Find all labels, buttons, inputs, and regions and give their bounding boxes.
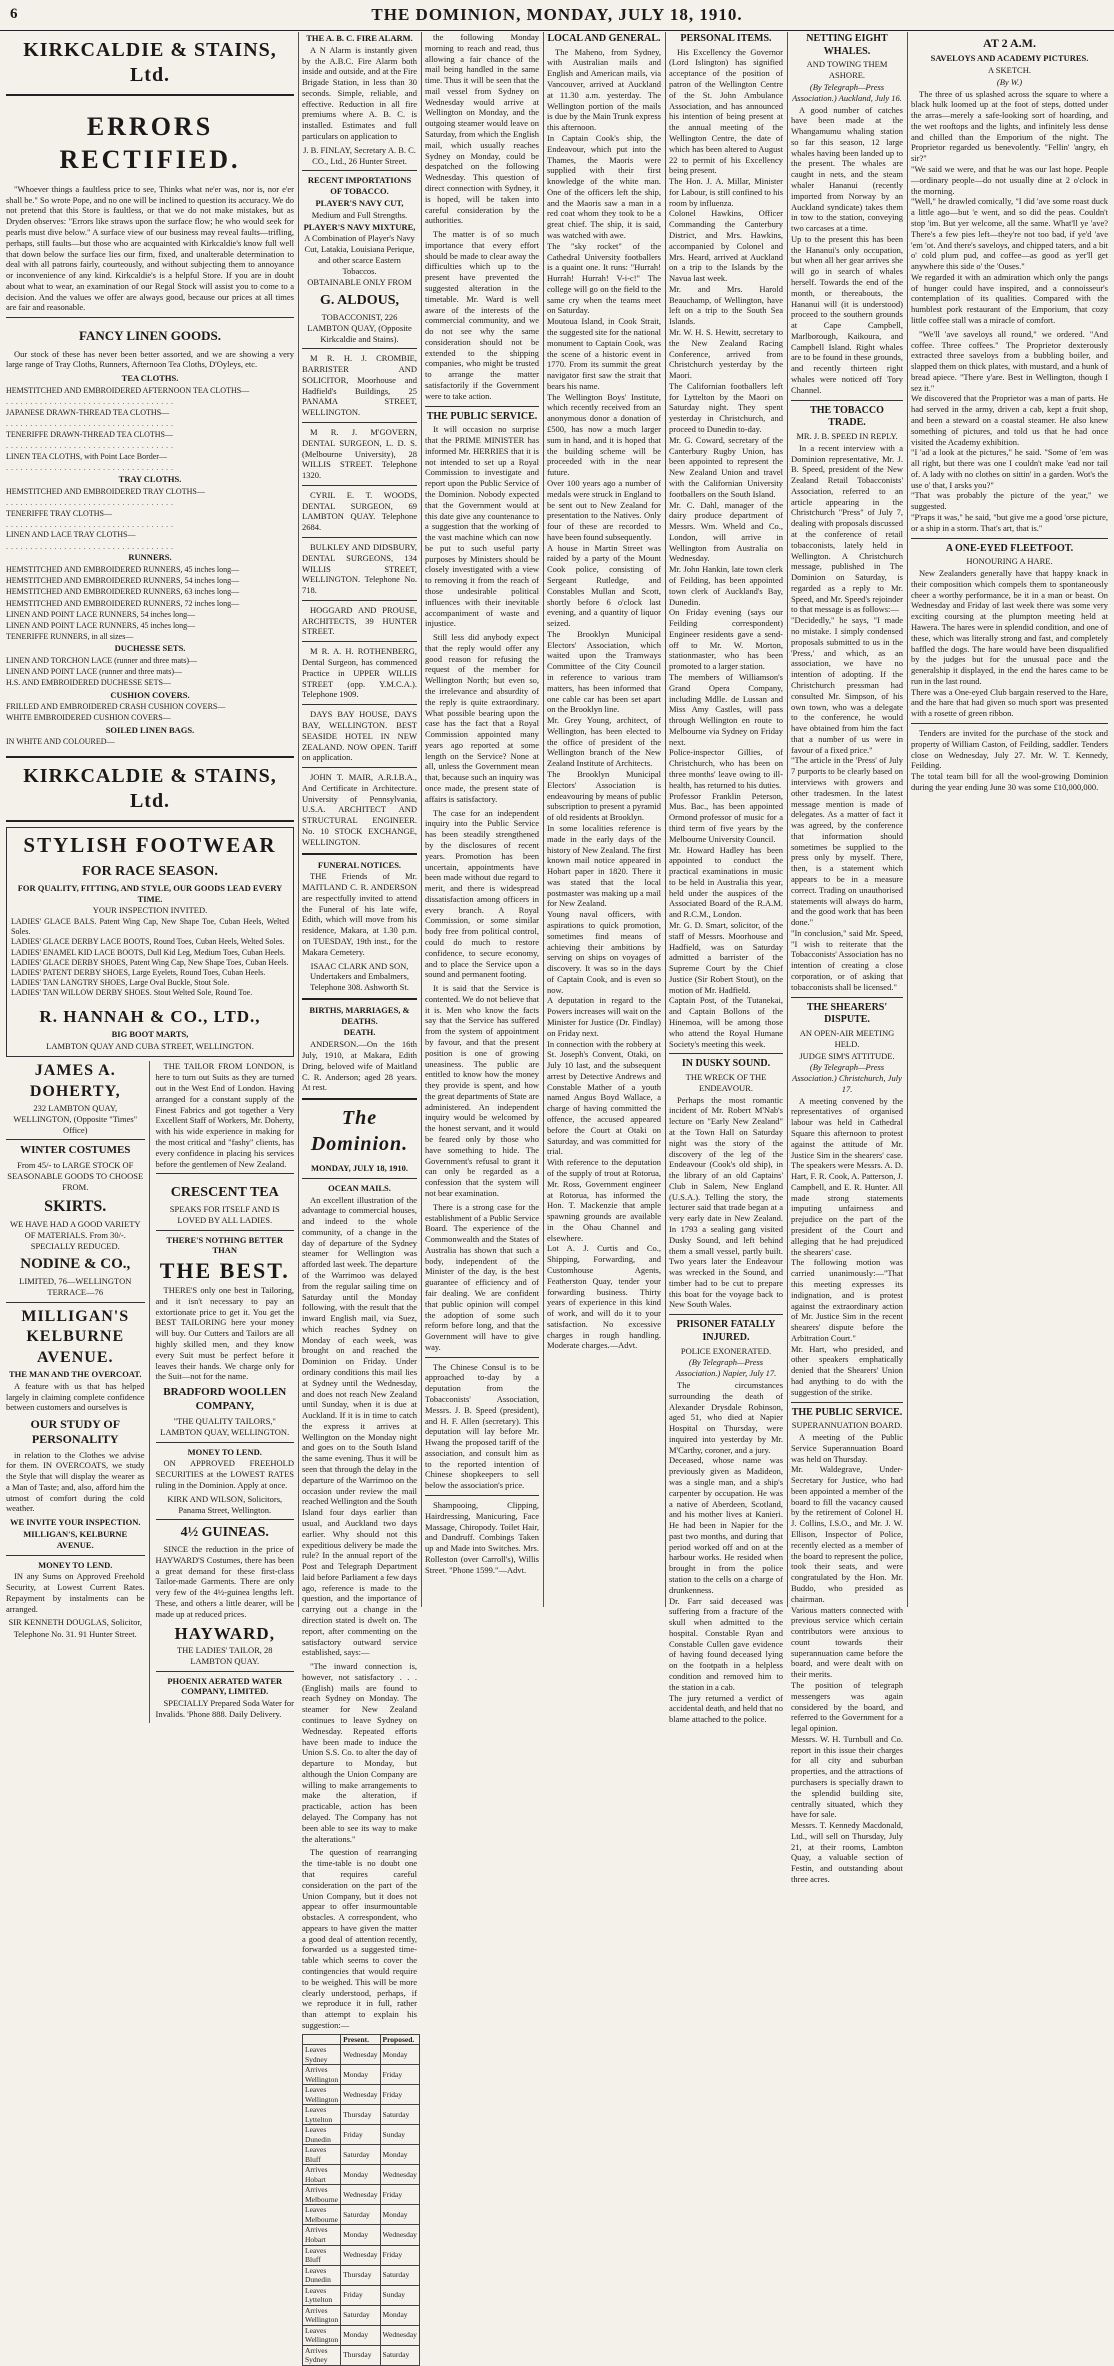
table-row: Leaves Wellington Wednesday Friday: [303, 2085, 420, 2105]
shearers-body: A meeting convened by the representatives of organised labour was held in Cathedral Square this afternoon to protest against the attitude of Mr. Justice Sim in the shearers' case. The speakers were Messrs. A. D. Hart, F. R. Cook, A. Patterson, J. Campbell, and E. R. Hunter. All made strong statements imputing unfairness and prejudice on the part of the president of the Court and alleging that he had prejudiced the shearers' case. The following motion was carried unanimously:—"That this meeting expresses its indignation, and is protest against the extraordinary action of Mr. Justice Sim in the recent shearers' dispute before the Arbitration Court." Mr. Hart, who presided, and other speakers emphatically denied that the Shearers' Union had anything to do with the suggestion of the strike.: [791, 1095, 903, 1397]
runner-line: LINEN AND POINT LACE RUNNERS, 54 inches long—: [6, 609, 196, 619]
small-ads-grid: [6, 1061, 294, 1722]
column-7: [911, 32, 1108, 1607]
local-general-head: LOCAL AND GENERAL.: [547, 33, 661, 44]
aldous-sub: TOBACCONIST, 226 LAMBTON QUAY, (Opposite Kirkcaldie and Stains).: [307, 311, 412, 344]
guineas-body: SINCE the reduction in the price of HAYWARD'S Costumes, there has been a great demand for these first-class Tailor-made Garments. There are only very few of the 4½-guinea lengths left. These, and others a little dearer, will be made up at reduced prices.: [155, 1544, 294, 1619]
doherty-title: JAMES A. DOHERTY,: [29, 1062, 121, 1100]
column-rule: [907, 32, 908, 1607]
personal-items-head: PERSONAL ITEMS.: [680, 33, 772, 44]
mails-continued-2: The matter is of so much importance that every effort should be made to clear away the difficulties which up to the present have prevented the suggested alteration in the timetable. Mr. Ward is well aware of the interests of the commercial community, and we do not see why the same consideration should not be extended to the shipping companies, who might be trusted to arrange the matter satisfactorily if the Government were to take action.: [425, 229, 539, 401]
fleetfoot-head: A ONE-EYED FLEETFOOT.: [945, 542, 1074, 554]
footwear-item: LADIES' TAN WILLOW DERBY SHOES. Stout Welted Sole, Round Toe.: [11, 988, 253, 998]
footwear-advert: [6, 827, 294, 1057]
runner-line: HEMSTITCHED AND EMBROIDERED RUNNERS, 72 inches long—: [6, 598, 240, 608]
funeral-firm: ISAAC CLARK AND SON, Undertakers and Embalmers, Telephone 308. Ashworth St.: [310, 960, 409, 993]
table-row: Leaves Sydney Wednesday Monday: [303, 2045, 420, 2065]
public-service-body: There is a strong case for the establishment of a Public Service Board. The experience of the Commonwealth and the States of Australia has shown that such a body, independent of the Minister of the day, is the best guarantee of efficiency and of fair dealing. We are confident that public opinion will compel the adoption of some such reform before long, and that the Government will have to give way.: [425, 1201, 539, 1352]
phoenix-body: SPECIALLY Prepared Soda Water for Invalids. 'Phone 888. Daily Delivery.: [155, 1698, 294, 1720]
crescent-tea-body: SPEAKS FOR ITSELF AND IS LOVED BY ALL LADIES.: [169, 1204, 280, 1225]
column-rule: [787, 32, 788, 1607]
duchesse-head: DUCHESSE SETS.: [114, 643, 186, 654]
duchesse-line: LINEN AND TORCHON LACE (runner and three mats)—: [6, 656, 198, 666]
dusky-sound-body: Perhaps the most romantic incident of Mr. Robert M'Nab's lecture on "Early New Zealand" at the Town Hall on Saturday night was the story of the discovery of the leg of the Endeavour (Cook's old ship), in the library of an old Captains' Club in Salem, New England (U.S.A.). Telling the story, the lecturer said that trade began at a very early date in New Zealand. In 1793 a sealing gang visited Dusky Sound, and left behind them a small vessel, partly built. Two years later the Endeavour was wrecked in the Sound, and timber had to be cut to prepare this boat for the voyage back to New South Wales.: [669, 1094, 783, 1310]
tea-cloth-line: LINEN TEA CLOTHS, with Point Lace Border— . . . . . . . . . . . . . . . . . . . . . . . . . . . . . . . . . . .: [6, 451, 174, 472]
table-row: Arrives Wellington Saturday Monday: [303, 2305, 420, 2325]
milligan-invite: WE INVITE YOUR INSPECTION.: [9, 1517, 141, 1528]
hannah-title: R. HANNAH & CO., LTD.,: [39, 1007, 261, 1027]
small-ads-left: [6, 1061, 150, 1722]
best-body: THERE'S only one best in Tailoring, and it isn't necessary to pay an extortionate price to get it. You get the BEST TAILORING here your money will buy. Our Cutters and Tailors are all highly skilled men, and they know every Suit must be perfect before it leaves their hands. We charge only for the Suit—not for the name.: [155, 1285, 294, 1382]
professional-card: M R. H. J. CROMBIE, BARRISTER AND SOLICITOR, Moorhouse and Hadfield's Buildings, 25 PANAMA STREET, WELLINGTON.: [302, 353, 417, 418]
ocean-mails-quote: "The inward connection is, however, not satisfactory . . . (English) mails are found to reach Sydney on Monday. The steamer for New Zealand continues to leave Sydney on Wednesday. Repeated efforts have been made to induce the Union S.S. Co. to alter the day of departure to Monday, but although the Union Company are willing to make arrangements to make the alteration, if practicable, action has been delayed. The Company has not been able to see its way to make the alterations.": [302, 1661, 417, 1844]
whales-head: NETTING EIGHT WHALES.: [806, 33, 888, 57]
hayward-sub: THE LADIES' TAILOR, 28 LAMBTON QUAY.: [176, 1645, 273, 1666]
tray-cloths-head: TRAY CLOTHS.: [118, 473, 182, 484]
shearers-byline: (By Telegraph—Press Association.) Christchurch, July 17.: [792, 1062, 902, 1094]
dusky-sound-sub: THE WRECK OF THE ENDEAVOUR.: [685, 1072, 767, 1093]
milligan-body: A feature with us that has helped largely in claiming complete confidence between customers and ourselves is: [6, 1380, 145, 1413]
table-row: Leaves Dunedin Friday Sunday: [303, 2125, 420, 2145]
public-service-head: THE PUBLIC SERVICE.: [426, 410, 538, 422]
duchesse-line: LINEN AND POINT LACE (runner and three mats)—: [6, 667, 183, 677]
crescent-tea-title: CRESCENT TEA: [170, 1185, 279, 1201]
column-rule: [543, 32, 544, 1607]
prisoner-byline: (By Telegraph—Press Association.) Napier, July 17.: [675, 1357, 777, 1379]
phoenix-title: PHOENIX AERATED WATER COMPANY, LIMITED.: [167, 1675, 283, 1697]
aldous-title: G. ALDOUS,: [320, 293, 399, 309]
tea-cloth-line: HEMSTITCHED AND EMBROIDERED AFTERNOON TEA CLOTHS— . . . . . . . . . . . . . . . . . . . . . . . . . . . . . . . . . . .: [6, 386, 250, 407]
cushion-line: FRILLED AND EMBROIDERED CRASH CUSHION COVERS—: [6, 702, 226, 712]
money2-body: IN any Sums on Approved Freehold Security, at Lowest Current Rates. Repayment by instalments can be arranged.: [6, 1571, 145, 1614]
fire-alarm-head: THE A. B. C. FIRE ALARM.: [306, 33, 413, 43]
doherty-address: 232 LAMBTON QUAY, WELLINGTON, (Opposite "Times" Office): [13, 1103, 138, 1135]
tobacco-item: PLAYER'S NAVY CUT,: [315, 197, 404, 208]
table-row: Leaves Bluff Saturday Monday: [303, 2145, 420, 2165]
nodine-sub: LIMITED, 76—WELLINGTON TERRACE—76: [19, 1276, 132, 1298]
best-head: THERE'S NOTHING BETTER THAN: [166, 1234, 284, 1256]
tray-cloth-line: LINEN AND LACE TRAY CLOTHS— . . . . . . . . . . . . . . . . . . . . . . . . . . . . . . . . . . .: [6, 530, 174, 551]
footwear-item: LADIES' TAN LANGTRY SHOES, Large Oval Buckle, Stout Sole.: [11, 978, 230, 988]
tobacco-item: A Combination of Player's Navy Cut, Latakia, Louisiana Perique, and other scarce Eastern Tobaccos.: [304, 233, 415, 276]
tobacco-trade-sub: MR. J. B. SPEED IN REPLY.: [796, 430, 898, 441]
column-4: [547, 32, 661, 1607]
column-5: [669, 32, 783, 1725]
fire-alarm-body: A N Alarm is instantly given by the A.B.C. Fire Alarm both inside and outside, and at the Fire Brigade Station, in less than 30 seconds. Simple, reliable, and effective. Reduction in all fire premiums where A. B. C. is installed. Estimates and full particulars on application to: [302, 44, 417, 142]
prisoner-body: The circumstances surrounding the death of Alexander Drysdale Robinson, aged 51, who died at Napier Hospital on Thursday, were inquired into yesterday by Mr. M'Carthy, coroner, and a jury. Deceased, whose name was previously given as Madideon, was a single man, and a ship's carpenter by occupation. He was a native of Aberdeen, Scotland, and his mother lives at Kanieri. He had been in Napier for the past two months, and during that period worked off and on at the harbour works. He resided when brought in from the police station to the cells on a charge of drunkenness. Dr. Farr said deceased was suffering from a fracture of the skull when admitted to the hospital. Constable Ryan and Constable Cullen gave evidence of having found deceased lying on the footpath in a helpless condition and removed him to the station in a cab. The jury returned a verdict of accidental death, and held that no blame attached to the police.: [669, 1379, 783, 1725]
table-row: Arrives Hobart Monday Wednesday: [303, 2165, 420, 2185]
superannuation-sub: SUPERANNUATION BOARD.: [791, 1420, 903, 1431]
milligan-study: OUR STUDY OF PERSONALITY: [30, 1417, 121, 1447]
column-6: [791, 32, 904, 1885]
cushion-head: CUSHION COVERS.: [110, 689, 190, 700]
superannuation-body: A meeting of the Public Service Superannuation Board was held on Thursday. Mr. Waldegrave, Under-Secretary for Justice, who had been appointed a member of the board to fill the vacancy caused by the retirement of Colonel H. J. Collins, I.S.O., and Mr. J. W. Ellison, Inspector of Police, recently elected as a member of the board to represent the police, took their seats, and were congratulated by the Hon. Mr. Buddo, who presided as chairman. Various matters connected with previous service which certain contributors were anxious to count towards their superannuation came before the board, and were dealt with on their merits. The position of telegraph messengers was again considered by the board, and referred to the Government for a legal opinion. Messrs. W. H. Turnbull and Co. report in this issue their charges for all city and suburban properties, and the attractions of purchasers is specially drawn to the splendid building site, centrally situated, which they have for sale. Messrs. T. Kennedy Macdonald, Ltd., will sell on Thursday, July 21, at their rooms, Lambton Quay, a valuable section of Festin, and outstanding about three acres.: [791, 1432, 903, 1885]
public-service-body: Still less did anybody expect that the reply would offer any good reason for refusing the request of the member for Wellington North; but even so, the irrelevance and absurdity of the reply is quite extraordinary. What possible bearing upon the case has the fact that a Royal Commission appointed many years ago reported at some length on the Service? None at all, unless the Government mean that, because such an inquiry was once made, the present state of affairs is satisfactory.: [425, 632, 539, 804]
footwear-tagline: FOR QUALITY, FITTING, AND STYLE, OUR GOODS LEAD EVERY TIME.: [17, 882, 283, 904]
table-row: Leaves Lyttelton Thursday Saturday: [303, 2105, 420, 2125]
page-number: 6: [10, 6, 18, 22]
tray-cloth-line: TENERIFFE TRAY CLOTHS— . . . . . . . . . . . . . . . . . . . . . . . . . . . . . . . . . . .: [6, 508, 174, 529]
runner-line: LINEN AND POINT LACE RUNNERS, 45 inches long—: [6, 620, 196, 630]
personal-items-body: His Excellency the Governor (Lord Islington) has signified acceptance of the position of patron of the Wellington Centre of the St. John Ambulance Association, and has announced his intention of being present at the annual meeting of the Wellington Centre, the date of which has been altered to August 22 to permit of his Excellency being present. The Hon. J. A. Millar, Minister for Labour, is still confined to his room by influenza. Colonel Hawkins, Officer Commanding the Canterbury District, and Mrs. Hawkins, accompanied by Colonel and Mrs. Heard, arrived at Auckland on a trip to the Islands by the Navua last week. Mr. and Mrs. Harold Beauchamp, of Wellington, have left on a trip to the South Sea Islands. Mr. W. H. S. Hewitt, secretary to the New Zealand Racing Conference, arrived from Christchurch yesterday by the Maori. The Californian footballers left for Lyttelton by the Maori on Saturday night. They spent yesterday in Christchurch, and proceed to Dunedin to-day. Mr. G. Coward, secretary of the Canterbury Rugby Union, has been appointed to represent the New Zealand Union and travel with the Californian University footballers on the South Island. Mr. C. Dahl, manager of the dairy produce department of Messrs. Wm. Wheld and Co., London, will arrive in Wellington from Australia on Wednesday. Mr. John Hankin, late town clerk of Feilding, has been appointed town clerk of Auckland's Bay, Dunedin. On Friday evening (says our Feilding correspondent) Engineer residents gave a send-off to Mr. W. Morton, stationmaster, who has been promoted to a larger station. The members of Williamson's Grand Opera Company, including Mdlle. de Lussan and Miss Amy Castles, will pass through Wellington en route to Melbourne via Sydney on Friday next. Police-inspector Gillies, of Christchurch, who has been on three months' leave owing to ill-health, has returned to his duties. Professor Franklin Peterson, Mus. Bac., has been appointed Ormond professor of music for a third term of five years by the Melbourne University Council. Mr. Howard Hadley has been appointed to conduct the practical examinations in music to be held in Australia this year, held under the auspices of the Associated Board of the R.A.M. and R.C.M., London. Mr. G. D. Smart, solicitor, of the staff of Messrs. Moorhouse and Hadfield, was on Saturday admitted a barrister of the Supreme Court by the Chief Justice (Sir Robert Stout), on the motion of Mr. Hadfield. Captain Post, of the Tutanekai, and Captain Bollons of the Hinemoa, will be among those who attend the Royal Humane Society's meeting this week.: [669, 46, 783, 1049]
newspaper-title: THE DOMINION, MONDAY, JULY 18, 1910.: [371, 5, 743, 24]
runner-line: HEMSTITCHED AND EMBROIDERED RUNNERS, 45 inches long—: [6, 565, 240, 575]
footwear-item: LADIES' GLACE DERBY LACE BOOTS, Round Toes, Cuban Heels, Welted Soles.: [11, 937, 285, 947]
whales-sub: AND TOWING THEM ASHORE.: [806, 59, 888, 81]
mails-continued: the following Monday morning to reach and read, thus allowing a fair chance of the mail being handled in the same time. Thus it will be seen that the mail vessel from Sydney on Wednesday would arrive at Wellington on Monday, and the outgoing steamer would leave on Saturday, from which the English mail, which usually reaches Sydney on Monday, could be despatched on the following Wednesday. This question of direct connection with Sydney, it is hoped, will be taken into careful consideration by the authorities.: [425, 32, 539, 226]
tobacco-item: Medium and Full Strengths.: [311, 209, 408, 220]
whales-body: A good number of catches have been made at the Whangamumu whaling station so far this season, 12 large whales having been landed up to the present. The whales are caught in nets, and the steam whaler Hananui (recently imported from Norway by an Auckland syndicate) takes them in tow to the station, conveying two carcases at a time. Up to the present this has been the Hananui's only occupation, but when all her gear arrives she will go in search of whales herself. Towards the end of the month, or thereabouts, the Hananui will (it is understood) proceed to the southern grounds at Cape Campbell, Marlborough, Kaikoura, and Campbell Island. Right whales are to be found in these grounds, and recently thirteen right whales were noticed off Tory Channel.: [791, 104, 903, 395]
costumes-sub: From 45/- to LARGE STOCK OF SEASONABLE GOODS TO CHOOSE FROM.: [7, 1160, 144, 1192]
fancy-linen-title: FANCY LINEN GOODS.: [79, 328, 221, 344]
death-body: ANDERSON.—On the 16th July, 1910, at Makara, Edith Dring, beloved wife of Maitland C. R. Anderson; aged 28 years. At rest.: [302, 1039, 417, 1093]
tobacco-obtain: OBTAINABLE ONLY FROM: [307, 277, 412, 288]
table-row: Arrives Melbourne Wednesday Friday: [303, 2185, 420, 2205]
masthead: [0, 0, 1114, 31]
footwear-item: LADIES' GLACE BALS. Patent Wing Cap, New Shape Toe, Cuban Heels, Welted Soles.: [11, 917, 289, 937]
costumes-title: WINTER COSTUMES: [20, 1144, 131, 1157]
footwear-item: LADIES' PATENT DERBY SHOES, Large Eyelets, Round Toes, Cuban Heels.: [11, 967, 266, 977]
footwear-subtitle: FOR RACE SEASON.: [82, 863, 218, 879]
funeral-body: THE Friends of Mr. MAITLAND C. R. ANDERSON are respectfully invited to attend the Funeral of his late wife, Edith, which will move from his residence, Makara, at 1.30 p.m. on TUESDAY, 19th inst., for the Makara Cemetery.: [302, 871, 417, 957]
public-service-body: It will occasion no surprise that the PRIME MINISTER has informed Mr. HERRIES that it is not intended to set up a Royal Commission to investigate and report upon the Public Service of the Dominion. Nobody expected that the Government would at this date give any countenance to a suggestion that the working of the vast machine which can now be put to such useful party purposes by Ministers should be closely investigated with a view to removing it from the reach of those undesirable political influences with their inevitable accompaniment of waste and injustice.: [425, 424, 539, 629]
money-title: MONEY TO LEND.: [187, 1446, 262, 1457]
errors-title: ERRORS RECTIFIED.: [59, 111, 241, 174]
shearers-sub: AN OPEN-AIR MEETING HELD.: [799, 1027, 895, 1049]
tray-cloth-line: HEMSTITCHED AND EMBROIDERED TRAY CLOTHS— . . . . . . . . . . . . . . . . . . . . . . . . . . . . . . . . . . .: [6, 486, 205, 507]
ocean-mails-body: An excellent illustration of the advantage to commercial houses, and indeed to the whole community, of a change in the day of departure of the Sydney steamer for Wellington was afforded last week. The departure of the Warrimoo was delayed from the regular sailing time on Saturday until the Monday following, with the result that the inward English mail, via Suez, which reaches Sydney on Monday of each week, was brought on and reached the Dominion on Friday. Under ordinary conditions this mail lies at Sydney until the Wednesday, and does not reach New Zealand until Sunday, when it is due at Auckland. If it is in time to catch the express it arrives at Wellington on the Monday night and goes on to the South Island the same evening. Thus it will be seen that through the delay in the departure of the Warrimoo on the occasion under review the mail reached Wellington and the South Island four days earlier than usual, and Auckland two days earlier. Why should not this expeditious delivery be made the rule? In the annual report of the Post and Telegraph Department laid before Parliament a few days ago, reference is made to the question, and the importance of carrying out a change in the direction stated is dwelt on. The report, after commenting on the satisfactory outward service established, says:—: [302, 1194, 417, 1658]
advertisements-column: [6, 32, 294, 1720]
local-general-body: The Maheno, from Sydney, with Australian mails and English and American mails, via Vancouver, arrived at Auckland at 11.30 a.m. yesterday. The Wellington portion of the mails is due by the Main Trunk express this afternoon. In Captain Cook's ship, the Endeavour, which put into the Thames, the Maoris were supplied with their first knowledge of the white man. One of the officers left the ship, and the Maoris saw a man in a red coat whom they took to be a great chief. The ship, it is said, was watched with awe. The "sky rocket" of the Cathedral University footballers is a quaint one. It runs: "Hurrah! Hurrah! Hurrah! V-i-c!" The college will go on the field to the same cry when the teams meet on Saturday. Moutoua Island, in Cook Strait, the suggested site for the national monument to Captain Cook, was the scene of a historic event in 1770. From its summit the great navigator first saw the strait that bears his name. The Wellington Boys' Institute, which recently received from an anonymous donor a donation of £500, has now a much larger sum in hand, and it is hoped that the building scheme will be proceeded with in the near future. Over 100 years ago a number of medals were struck in England to be sent out to New Zealand for presentation to the Natives. Only four of these are recorded to have been found subsequently. A house in Martin Street was raided by a party of the Mount Cook police, consisting of Sergeant Rutledge, and Constables Mullan and Scott, shortly before 6 o'clock last evening, and a quantity of liquor seized. The Brooklyn Municipal Electors' Association, which waited upon the Tramways Committee of the City Council in reference to various tram matters, has been informed that one cable car has been set apart on the Brooklyn line. Mr. Grey Young, architect, of Wellington, has been elected to the office of president of the Wellington branch of the New Zealand Institute of Architects. The Brooklyn Municipal Electors' Association is endeavouring by means of public subscription to present a pyramid of old residents at Brooklyn. In some localities reference is made in the early days of the history of New Zealand. The first known mail notice appeared in Hobart paper in 1820. There it was stated that the local postmaster was making up a mail for New Zealand. Young naval officers, with aspirations to quick promotion, sometimes find means of achieving their ambitions by serving on ships on voyages of discovery. It was so in the days of Captain Cook, and is even so now. A deputation in regard to the Powers increases will wait on the Minister for Justice (Dr. Findlay) on Friday next. In connection with the robbery at St. Joseph's Convent, Otaki, on July 10 last, and the subsequent arrest by Detective Andrews and Constable Mather of a youth named Angus Boyd Wallace, a charge of having committed the offence, the accused appeared before the Court at Otaki on Saturday, and was committed for trial. With reference to the deputation of the supply of trout at Rotorua, Mr. Ross, Government engineer at Rotorua, has informed the Hon. T. Mackenzie that ample spawning grounds are available in the Ohau Channel and elsewhere. Lot A. J. Curtis and Co., Shipping, Forwarding, and Customhouse Agents, Featherston Quay, tender your forwarding business. Thirty years of experience in this kind of work, and will do it to your satisfaction. No excessive charges in rough handling. Moderate charges.—Advt.: [547, 46, 662, 1351]
linen-bags-head: SOILED LINEN BAGS.: [105, 724, 195, 735]
mail-timetable: [302, 2034, 420, 2366]
hannah-address: LAMBTON QUAY AND CUBA STREET, WELLINGTON.: [46, 1040, 254, 1051]
public-service-body: It is said that the Service is contented. We do not believe that it is. Men who know the facts say that the Service has suffered from the system of appointment by favour, and that the present position is one of growing uneasiness. The public are entitled to know how the money they provide is spent, and how the great departments of State are administered. An independent inquiry would be welcomed by the honest servant, and it would be feared only by those who have something to hide. The Government's refusal to grant it can only be regarded as a confession that the system will not bear examination.: [425, 983, 539, 1198]
money-firm: KIRK AND WILSON, Solicitors, Panama Street, Wellington.: [167, 1493, 283, 1515]
table-row: Arrives Hobart Monday Wednesday: [303, 2225, 420, 2245]
column-3: [425, 32, 539, 1607]
tobacco-import-head: RECENT IMPORTATIONS OF TOBACCO.: [307, 175, 412, 197]
footwear-invite: YOUR INSPECTION INVITED.: [92, 905, 208, 916]
death-head: DEATH.: [343, 1027, 376, 1038]
money-body: ON APPROVED FREEHOLD SECURITIES at the LOWEST RATES ruling in the Dominion. Apply at once.: [155, 1458, 294, 1490]
runner-line: HEMSTITCHED AND EMBROIDERED RUNNERS, 54 inches long—: [6, 576, 240, 586]
professional-card: BULKLEY AND DIDSBURY, DENTAL SURGEONS, 134 WILLIS STREET, WELLINGTON. Telephone No. 718.: [302, 542, 417, 596]
skirts-title: SKIRTS.: [44, 1197, 107, 1215]
chinese-consul-body: The Chinese Consul is to be approached to-day by a deputation from the Tobacconists' Association, Messrs. J. B. Speed (president), and H. F. Allen (secretary). This deputation will lay before Mr. Hwang the proposed tariff of the association, and consult him as to the reported intention of Chinese shopkeepers to sell below the association's price.: [425, 1361, 539, 1491]
professional-card: CYRIL E. T. WOODS, DENTAL SURGEON, 69 LAMBTON QUAY. Telephone 2684.: [302, 489, 417, 533]
tea-cloth-line: TENERIFFE DRAWN-THREAD TEA CLOTHS— . . . . . . . . . . . . . . . . . . . . . . . . . . . . . . . . . . .: [6, 429, 174, 451]
shearers-head: THE SHEARERS' DISPUTE.: [806, 1001, 888, 1026]
footwear-item: LADIES' GLACE DERBY SHOES, Patent Wing Cap, New Shape Toes, Cuban Heels.: [11, 957, 289, 967]
doherty-body: THE TAILOR FROM LONDON, is here to turn out Suits as they are turned out in the West End of London. Having arranged for a constant supply of the Finest Fabrics and got together a Very Excellent Staff of Workers, Mr. Doherty, with his wide experience in making for the most critical and "fashy" clients, has every confidence in placing his services before the gentlemen of New Zealand.: [155, 1061, 294, 1169]
tender-body: Tenders are invited for the purchase of the stock and property of William Caston, of Feilding, saddler. Tenders close on Wednesday, July 27. Mr. W. T. Kennedy, Feilding. The total team bill for all the wool-growing Dominion during the year ending June 30 was some £10,000,000.: [911, 728, 1108, 792]
column-2: [302, 32, 417, 2365]
superannuation-head: THE PUBLIC SERVICE.: [791, 1406, 903, 1418]
sketch-sub: SAVELOYS AND ACADEMY PICTURES.: [930, 53, 1089, 64]
cushion-line: WHITE EMBROIDERED CUSHION COVERS—: [6, 713, 171, 723]
professional-card: DAYS BAY HOUSE, DAYS BAY, WELLINGTON. BEST SEASIDE HOTEL IN NEW ZEALAND. NOW OPEN. Tariff on application.: [302, 709, 417, 763]
errors-body: "Whoever things a faultless price to see, Thinks what ne'er was, nor is, nor e'er shall be." So wrote Pope, and no one will be inclined to question its accuracy. We do not pretend that this Store is faultless, or that we do not make mistakes, but as Dryden observes: "Errors like straws upon the surface flow; he who would seek for pearls must dive below." A surface view of our business may reveal faults—trifling, perhaps, still faults—but those who are acquainted with Kirkcaldie's know full well that down below the surface lies our firm, fixed, and unalterable determination to deal with all patrons fairly, courteously, and without subjecting them to annoyance or inconvenience of any kind. Kirkcaldie's is a helpful Store. If you are in doubt about what to wear, an examination of our Regal Stock will assist you to come to a decision. And the values we offer are always good, because our prices at all times are fair and reasonable.: [6, 183, 294, 313]
public-service-body: The case for an independent inquiry into the Public Service has been steadily strengthened by the disclosures of recent years. Promotion has been uncertain, appointments have been made without due regard to merit, and there is widespread dissatisfaction among officers in every branch. A Royal Commission, or some similar body free from political control, could do much to restore confidence, to secure economy, and to place the Service upon a sound and permanent footing.: [425, 807, 539, 980]
sketch-head: AT 2 A.M.: [983, 36, 1036, 50]
footwear-title: STYLISH FOOTWEAR: [23, 833, 277, 858]
runner-line: TENERIFFE RUNNERS, in all sizes—: [6, 632, 134, 642]
linen-intro: Our stock of these has never been better assorted, and we are showing a very large range of Tray Cloths, Runners, Afternoon Tea Cloths, D'Oyleys, etc.: [6, 348, 294, 370]
ocean-mails-head: OCEAN MAILS.: [328, 1182, 391, 1193]
table-row: Leaves Dunedin Thursday Saturday: [303, 2265, 420, 2285]
column-rule: [665, 32, 666, 1607]
whales-byline: (By Telegraph—Press Association.) Auckland, July 16.: [792, 81, 902, 103]
professional-card: HOGGARD AND PROUSE, ARCHITECTS, 39 HUNTER STREET.: [302, 604, 417, 637]
funeral-head: FUNERAL NOTICES.: [317, 859, 402, 870]
best-title: THE BEST.: [159, 1258, 290, 1284]
tea-cloths-head: TEA CLOTHS.: [121, 373, 179, 384]
milligan-title: MILLIGAN'S KELBURNE AVENUE.: [21, 1308, 130, 1366]
ocean-mails-body-2: The question of rearranging the time-table is no doubt one that requires careful consideration on the part of the Union Company, but it does not appear to offer insurmountable obstacles. A correspondent, who appears to have given the matter a good deal of attention recently, forwarded us a suggested time-table which seems to cover the contingencies that would require to be weighed. This will be more clearly understood, perhaps, if we reproduce it in full, rather than attempt to explain his suggestion:—: [302, 1847, 417, 2030]
skirts-sub: WE HAVE HAD A GOOD VARIETY OF MATERIALS. From 30/-. SPECIALLY REDUCED.: [9, 1219, 141, 1251]
table-row: Leaves Wellington Monday Wednesday: [303, 2325, 420, 2345]
dominion-nameplate: The Dominion.: [310, 1107, 409, 1155]
kirkcaldie-banner: KIRKCALDIE & STAINS, Ltd.: [23, 39, 277, 87]
tobacco-trade-body: In a recent interview with a Dominion representative, Mr. J. B. Speed, president of the New Zealand Retail Tobacconists' Association, referred to an article appearing in the Christchurch "Press" of July 7, dealing with proposals discussed at the conference of retail tobacconists, lately held in Wellington. A Christchurch message, published in The Dominion on Saturday, is regarded as a reply to Mr. Speed, and Mr. Speed's rejoinder to that message is as follows:— "Decidedly," he says, "I made no mistake. I simply condensed proposals submitted to us in the 'Press,' and which, as an association, we have no intention of adopting. If the Christchurch pressman had consulted Mr. Simpson, of his own town, who was a delegate to the conference, he would have obtained from him the fact that a number of us were in favour of a fixed price." "The article in the 'Press' of July 7 purports to be clearly based on interviews with growers and other tradesmen. In the latest message mention is made of delegates. As a matter of fact it was agreed, by the conference that information should sometimes be supplied to the press only by myself. There, then, is a statement which appears to be in a measure correct. Trading on unauthorised statements will always do harm, and the good work that has been done." "In conclusion," said Mr. Speed, "I wish to reiterate that the Tobacconists' Association has no intention of creating a close corporation, or of asking that tobacconists shall be licensed.": [791, 442, 904, 992]
table-row: Present. Proposed.: [303, 2034, 420, 2045]
table-row: Leaves Bluff Wednesday Friday: [303, 2245, 420, 2265]
sketch-body-2: "We'll 'ave saveloys all round," we ordered. "And coffee. Three coffees." The Proprietor dexterously extracted three saveloys from a bubbling boiler, and slapped them on thick plates, with mustard, and a hunk of bread apiece. "There y'are. Best in Wellington, though I sez it." We discovered that the Proprietor was a man of parts. He had served in the army, driven a cab, kept a fruit shop, and been a steward on a coastal steamer. He also knew something of pictures, and told us that he had once visited the Academy exhibition. "I 'ad a look at the pictures," he said. "Some of 'em was all right, but there was one I couldn't make 'ead nor tail of. A lady with no clothes on sittin' in a garden. Wot's the use o' that, I arsks you?" "That was probably the picture of the year," we suggested. "P'raps it was," he said, "but give me a good 'orse picture, or a ship in a storm. That's art, that is.": [911, 328, 1108, 533]
guineas-title: 4½ GUINEAS.: [180, 1525, 269, 1541]
fire-alarm-firm: J. B. FINLAY, Secretary A. B. C. CO., Ltd., 26 Hunter Street.: [303, 144, 416, 166]
professional-card: M R. A. H. ROTHENBERG, Dental Surgeon, has commenced Practice in UPPER WILLIS STREET (opp. Y.M.C.A.). Telephone 1909.: [302, 646, 417, 700]
sketch-body: The three of us splashed across the square to where a black hulk loomed up at the foot of steps, dotted under the arras—merely a safe-looking sort of hoarding, and the wet rooftops and the lights, and infinitely less dense and chilled than the Emporium of the night. The Proprietor regarded us benevolently. "Fellin' 'angry, eh sir?" "We said we were, and that he was our last hope. People—ordinary people—do not usually dine at 2 o'clock in the morning. "Well," he drawled comically, "I did 'ave some roast duck a little ago—but 'e went, and so did the peas. Couldn't stop 'im. But yer welcome, all the same. What'll ye 'ave? There's a few pies left—they're not too bad, if ye'd 'ave 'em 'ot. And there's saveloys, and chipped taters, and a bit o' cold plum pud, and coffee—as good as yer'll get anywhere this side o' the 'Ouses." We regarded it with an admiration which only the pangs of hunger could have inspired, and a connoisseur's contemplation of its qualities. Compared with the humblest pork restaurant of the Emporium, that cozy little coffee stall was a miracle of comfort.: [911, 88, 1108, 325]
table-row: Leaves Melbourne Saturday Monday: [303, 2205, 420, 2225]
sketch-label: A SKETCH.: [988, 65, 1031, 76]
shearers-sub-2: JUDGE SIM'S ATTITUDE.: [799, 1050, 895, 1061]
professional-card: M R. J. M'GOVERN, DENTAL SURGEON, L. D. S. (Melbourne University), 28 WILLIS STREET. Telephone 1320.: [302, 426, 417, 481]
hayward-title: HAYWARD,: [174, 1623, 275, 1643]
tobacco-item: PLAYER'S NAVY MIXTURE,: [303, 221, 416, 232]
fleetfoot-body: New Zealanders generally have that happy knack in their composition which compels them to spontaneously cheer a worthy performance, be it in a man or beast. On Wednesday and Friday of last week there was some very exciting coursing at the plumpton meeting held at Hawera. The hares were in splendid condition, and one of these, which was literally strong and fast, and completely baffled the dogs. The hare would have been disqualified by the judges but for the unusual pace and the generalship it displayed, in the end the hares came to be run in the last round. There was a One-eyed Club bargain reserved to the Hare, and the hare that had given so much sport was presented with a rosette of green ribbon.: [911, 568, 1108, 719]
duchesse-line: H.S. AND EMBROIDERED DUCHESSE SETS—: [6, 678, 171, 688]
fleetfoot-sub: HONOURING A HARE.: [966, 556, 1053, 567]
kirkcaldie-banner-2: KIRKCALDIE & STAINS, Ltd.: [23, 764, 277, 812]
runners-head: RUNNERS.: [128, 552, 172, 563]
prisoner-sub: POLICE EXONERATED.: [680, 1345, 772, 1356]
dominion-date: MONDAY, JULY 18, 1910.: [311, 1162, 408, 1173]
dusky-sound-head: IN DUSKY SOUND.: [681, 1058, 771, 1070]
money2-firm: SIR KENNETH DOUGLAS, Solicitor,: [8, 1617, 143, 1628]
column-rule: [421, 32, 422, 1607]
small-ads-right: [156, 1061, 295, 1722]
footwear-item: LADIES' ENAMEL KID LACE BOOTS, Dull Kid Leg, Medium Toes, Cuban Heels.: [11, 947, 285, 957]
professional-card: JOHN T. MAIR, A.R.I.B.A., And Certificate in Architecture. University of Pennsylvania, U.S.A. ARCHITECT AND STRUCTURAL ENGINEER. No. 10 STOCK EXCHANGE, WELLINGTON.: [302, 772, 417, 847]
money2-title: MONEY TO LEND.: [38, 1559, 113, 1570]
nodine-title: NODINE & CO.,: [20, 1256, 131, 1273]
runner-line: HEMSTITCHED AND EMBROIDERED RUNNERS, 63 inches long—: [6, 587, 240, 597]
milligan-sub: THE MAN AND THE OVERCOAT.: [9, 1368, 142, 1379]
hannah-subtitle: BIG BOOT MARTS,: [111, 1028, 189, 1039]
sketch-byline: (By W.): [996, 76, 1023, 87]
hairdressing-advert: Shampooing, Clipping, Hairdressing, Manicuring, Face Massage, Chiropody. Toilet Hair, and Dandruff. Combings Taken up and Made into Switches. Mrs. Rolleston (over Carroll's), Willis Street. "Phone 1599."—Advt.: [425, 1500, 539, 1575]
prisoner-head: PRISONER FATALLY INJURED.: [676, 1319, 776, 1343]
births-head: BIRTHS, MARRIAGES, & DEATHS.: [309, 1004, 410, 1026]
milligan-footer: MILLIGAN'S, KELBURNE AVENUE.: [23, 1529, 128, 1550]
table-row: Arrives Wellington Monday Friday: [303, 2065, 420, 2085]
table-row: Leaves Lyttelton Friday Sunday: [303, 2285, 420, 2305]
column-rule: [298, 32, 299, 1607]
bradford-sub: "THE QUALITY TAILORS," LAMBTON QUAY, WELLINGTON.: [160, 1416, 290, 1437]
bradford-title: BRADFORD WOOLLEN COMPANY,: [163, 1386, 287, 1413]
money2-telephone: Telephone No. 31. 91 Hunter Street.: [13, 1629, 137, 1640]
tobacco-trade-head: THE TOBACCO TRADE.: [810, 404, 884, 429]
linen-bags-line: IN WHITE AND COLOURED—: [6, 737, 115, 747]
tea-cloth-line: JAPANESE DRAWN-THREAD TEA CLOTHS— . . . . . . . . . . . . . . . . . . . . . . . . . . . . . . . . . . .: [6, 407, 174, 429]
table-row: Arrives Sydney Thursday Saturday: [303, 2345, 420, 2365]
milligan-body-2: in relation to the Clothes we advise for them. IN OVERCOATS, we study the Style that will display the wearer as a Man of Taste; and, also, afford him the utmost of comfort during the cold weather.: [6, 1449, 145, 1514]
